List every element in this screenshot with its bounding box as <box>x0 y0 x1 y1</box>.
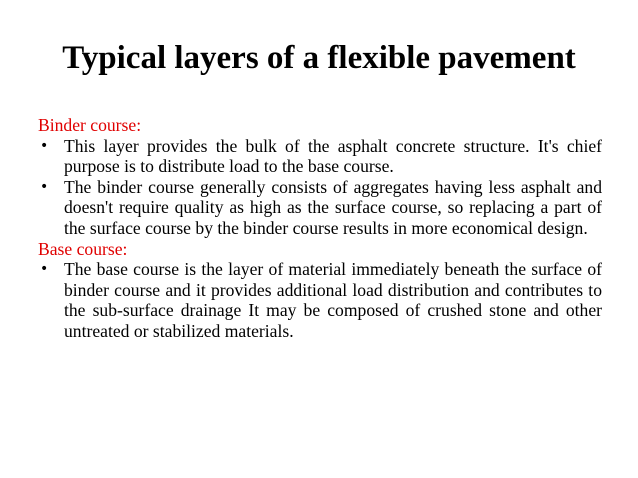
bullet-item <box>38 259 602 341</box>
bullet-text: The binder course generally consists of aggregates having less asphalt and doesn't require quality as high as the surface course, so replacing a part of the surface course by the binder course results in more economical design. <box>64 176 602 238</box>
bullet-icon: • <box>40 261 49 278</box>
bullet-text: This layer provides the bulk of the asphalt concrete structure. It's chief purpose is to distribute load to the base course. <box>64 135 602 177</box>
bullet-item <box>38 177 602 239</box>
bullet-text: The base course is the layer of material immediately beneath the surface of binder course and it provides additional load distribution and contributes to the sub-surface drainage It may be composed of crushed stone and other untreated or stabilized materials. <box>64 259 602 341</box>
section-heading-binder-course: Binder course: <box>38 115 142 135</box>
slide-title: Typical layers of a flexible pavement <box>62 40 576 76</box>
section-heading-base-course: Base course: <box>38 238 128 259</box>
slide-content <box>38 115 602 342</box>
bullet-icon: • <box>40 137 49 154</box>
bullet-icon: • <box>40 178 49 195</box>
bullet-item <box>38 136 602 177</box>
